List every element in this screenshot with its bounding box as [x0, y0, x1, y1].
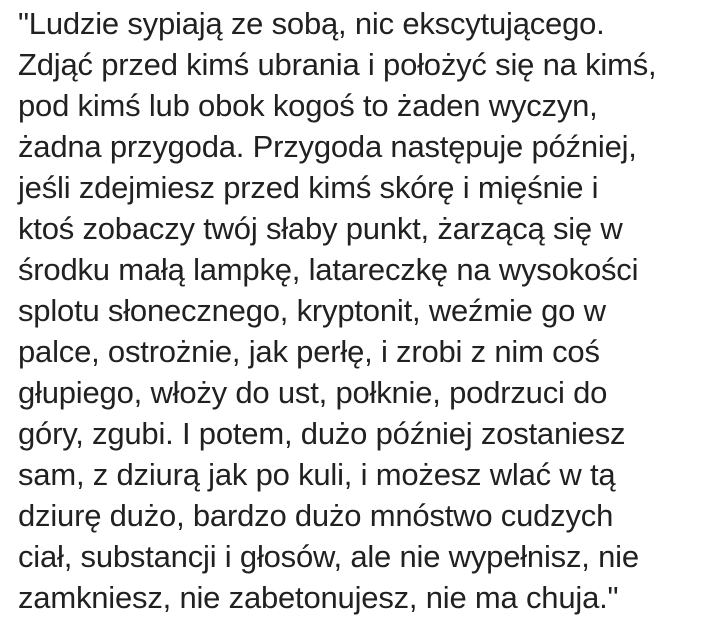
quote-line: "Ludzie sypiają ze sobą, nic ekscytującego. [18, 6, 605, 41]
quote-line: jeśli zdejmiesz przed kimś skórę i mięśnie i [18, 170, 599, 205]
quote-line: pod kimś lub obok kogoś to żaden wyczyn, [18, 88, 598, 123]
quote-line: splotu słonecznego, kryptonit, weźmie go w [18, 293, 606, 328]
quote-line: ktoś zobaczy twój słaby punkt, żarzącą się w [18, 211, 623, 246]
quote-line: palce, ostrożnie, jak perłę, i zrobi z nim coś [18, 334, 600, 369]
quote-line: środku małą lampkę, latareczkę na wysokości [18, 252, 639, 287]
quote-line: głupiego, włoży do ust, połknie, podrzuci do [18, 375, 608, 410]
quote-line: Zdjąć przed kimś ubrania i położyć się na kimś, [18, 47, 657, 82]
quote-line: sam, z dziurą jak po kuli, i możesz wlać w tą [18, 457, 616, 492]
quote-line: ciał, substancji i głosów, ale nie wypełnisz, nie [18, 539, 639, 574]
quote-line: żadna przygoda. Przygoda następuje później, [18, 129, 637, 164]
quote-line: góry, zgubi. I potem, dużo później zostaniesz [18, 416, 626, 451]
quote-line: dziurę dużo, bardzo dużo mnóstwo cudzych [18, 498, 614, 533]
quote-line: zamkniesz, nie zabetonujesz, nie ma chuja." [18, 580, 619, 615]
